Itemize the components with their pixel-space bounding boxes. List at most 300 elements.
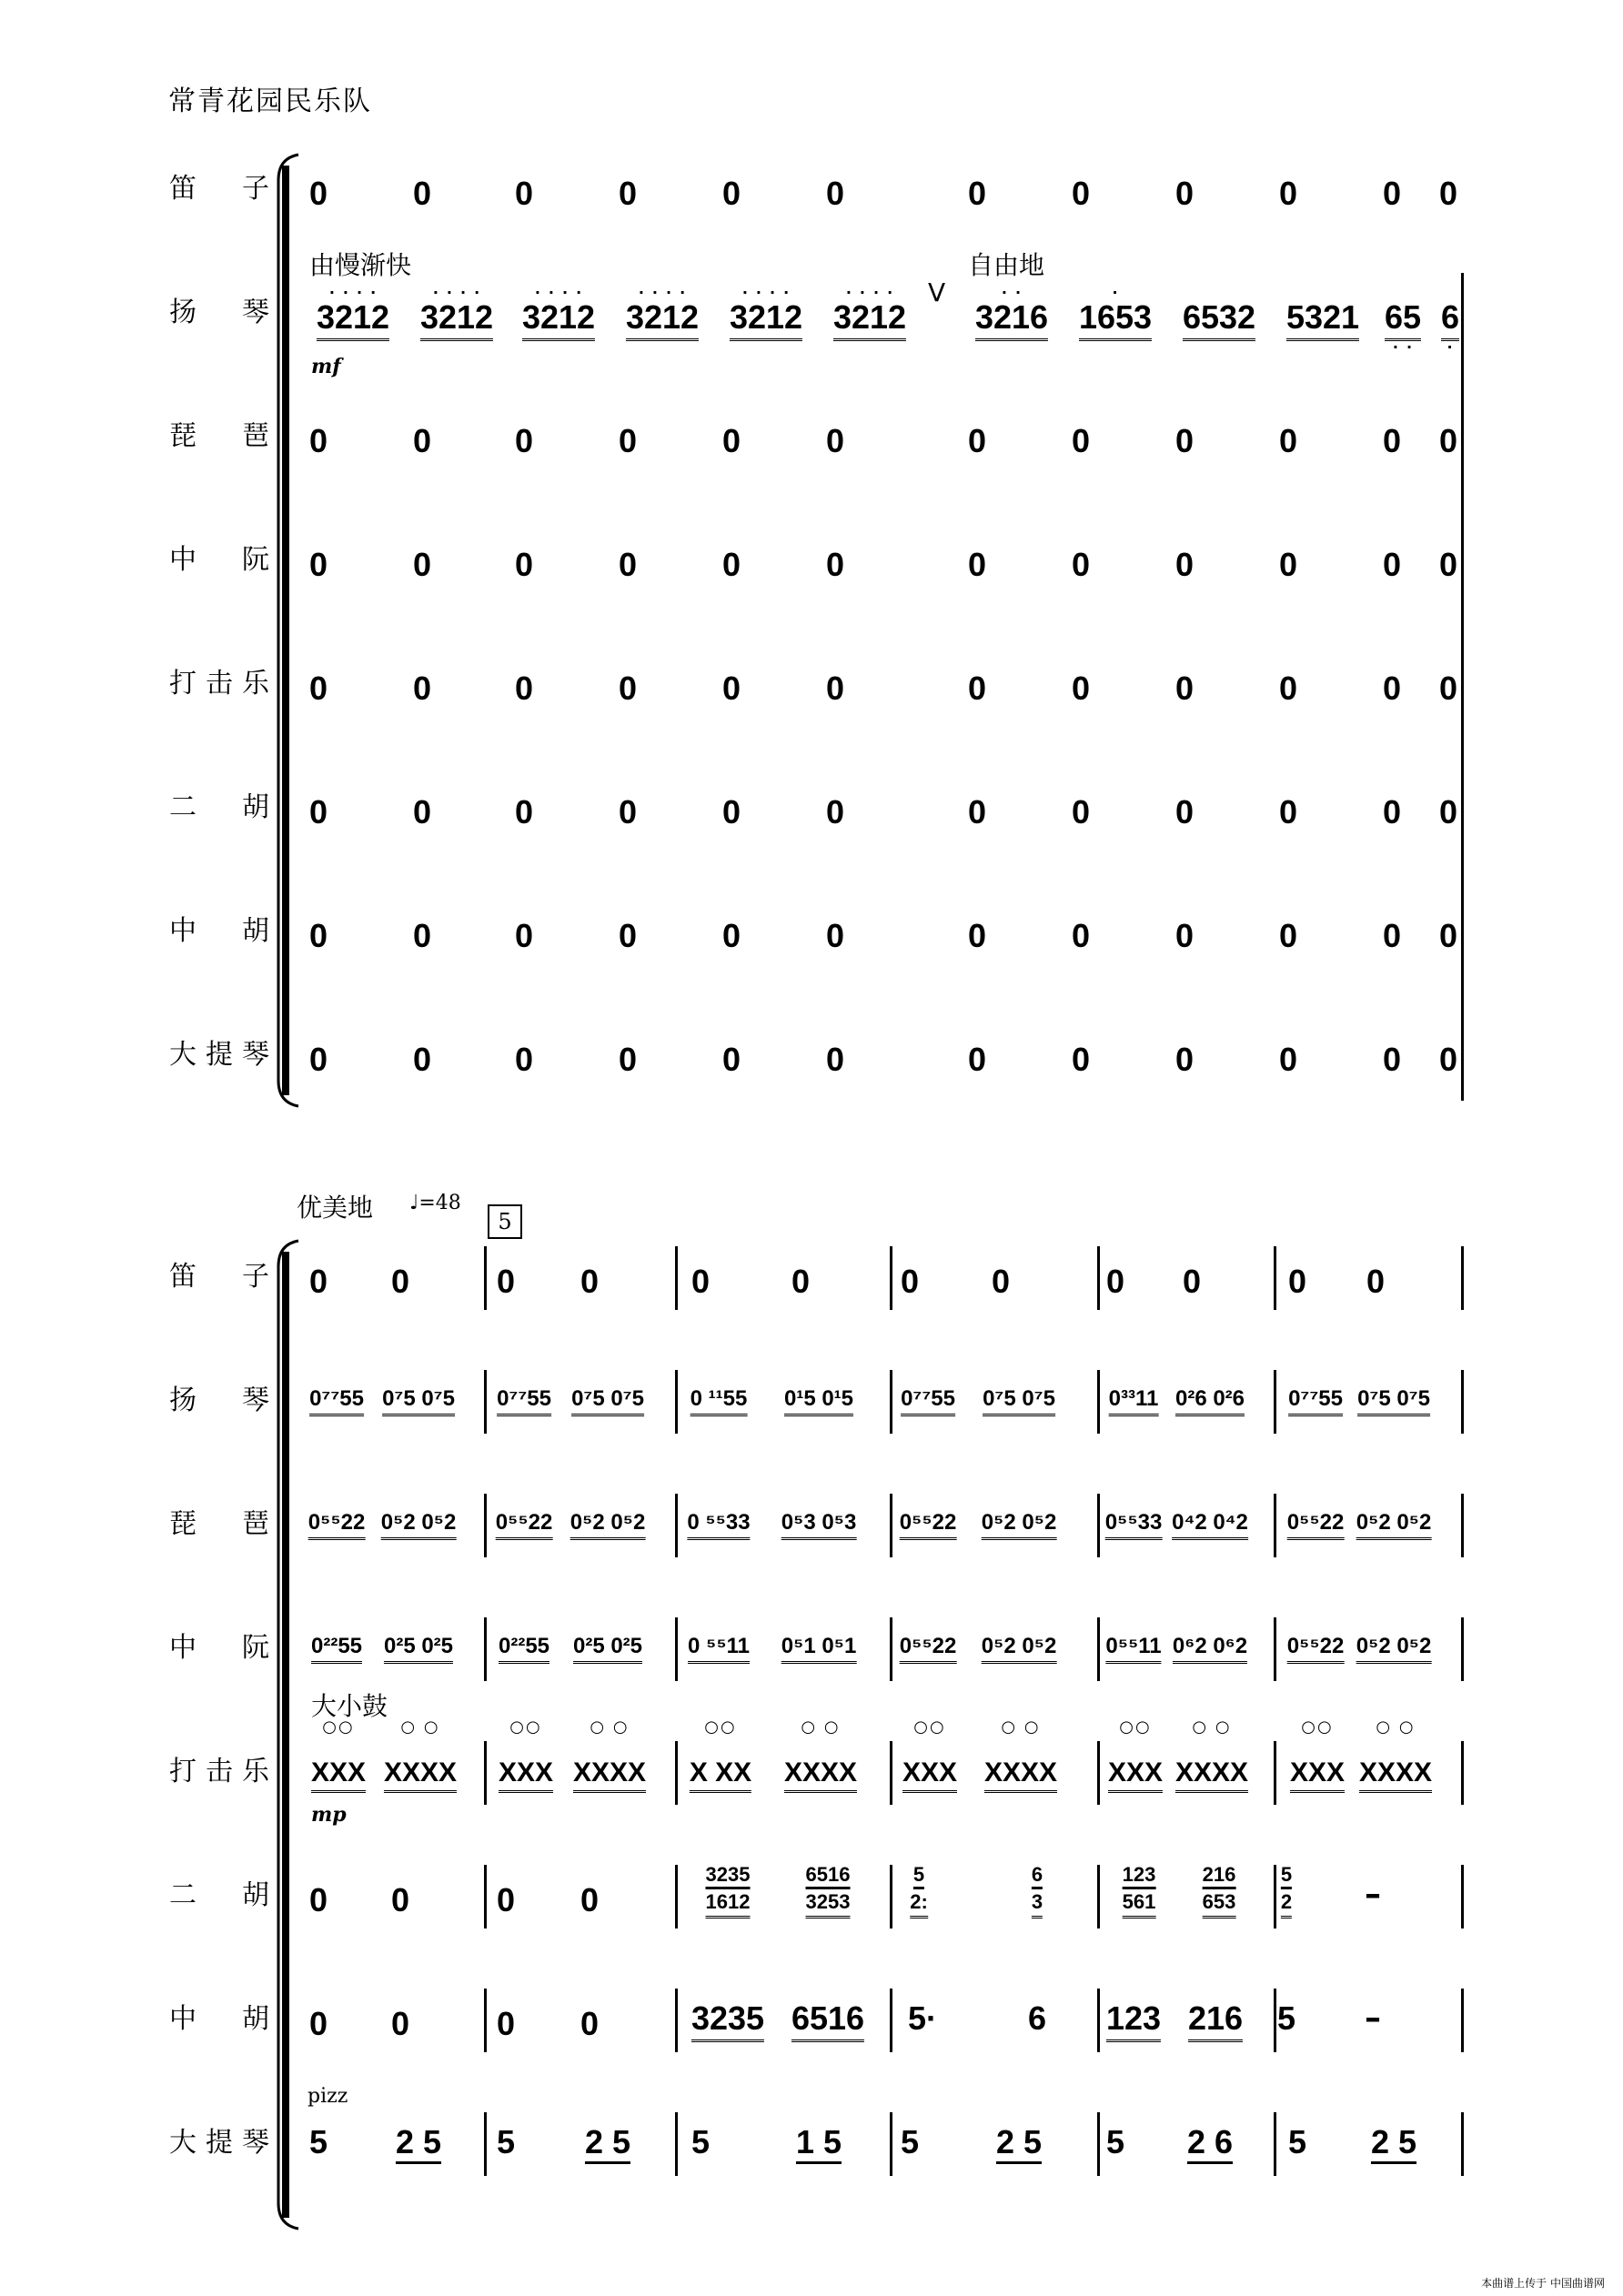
note: XXX xyxy=(1290,1757,1345,1793)
note: 0 xyxy=(1287,1263,1307,1300)
barline xyxy=(1097,1246,1100,1310)
note: 3212 xyxy=(522,298,595,341)
note: 2 5 xyxy=(585,2123,630,2164)
note: 0 xyxy=(1071,546,1091,583)
note: 0 xyxy=(412,546,432,583)
note: 5321 xyxy=(1286,298,1359,341)
octave-dots: ·· xyxy=(1392,338,1421,356)
stroke-circles: ○○ xyxy=(322,1717,355,1737)
note: 0 xyxy=(514,793,534,831)
note: 0⁵⁵22 xyxy=(900,1510,957,1540)
note: 0 xyxy=(412,917,432,954)
instrument-label: 大提琴 xyxy=(169,2127,269,2159)
barline xyxy=(675,2112,678,2176)
note: 3 xyxy=(1032,1890,1043,1918)
note: 0 xyxy=(967,917,987,954)
note: 0 xyxy=(580,1263,600,1300)
note: 0 xyxy=(1438,422,1458,459)
note: 0⁵1 0⁵1 xyxy=(781,1634,857,1664)
tempo-marking: 由慢渐快 xyxy=(309,250,412,280)
note: 0⁵⁵22 xyxy=(496,1510,553,1540)
note: 5 xyxy=(308,2123,328,2160)
note: 0 xyxy=(618,175,638,212)
barline xyxy=(484,1370,487,1434)
note: 0 xyxy=(1071,793,1091,831)
system-bracket xyxy=(271,153,307,1108)
note: 0 xyxy=(691,1263,711,1300)
note: 2 5 xyxy=(1371,2123,1416,2164)
barline xyxy=(1461,1617,1464,1681)
note: 0⁷⁷55 xyxy=(309,1386,364,1416)
barline xyxy=(675,1494,678,1557)
tempo-marking: 优美地 xyxy=(297,1193,374,1223)
note: 6532 xyxy=(1183,298,1255,341)
note: 0 xyxy=(1071,917,1091,954)
note: 0⁵⁵22 xyxy=(308,1510,366,1540)
note: 5 xyxy=(496,2123,516,2160)
note: 0 xyxy=(825,546,845,583)
percussion-label: 大小鼓 xyxy=(311,1691,388,1721)
note: 0 xyxy=(1278,175,1298,212)
barline xyxy=(1097,1989,1100,2052)
note: 0 xyxy=(308,793,328,831)
barline xyxy=(484,1246,487,1310)
note: 0 xyxy=(308,1041,328,1078)
note: 0 xyxy=(618,670,638,707)
note: 0⁵⁵22 xyxy=(1287,1510,1345,1540)
tempo-marking: 自由地 xyxy=(968,250,1045,280)
barline xyxy=(675,1989,678,2052)
note: 0 xyxy=(1278,422,1298,459)
note: 5 xyxy=(900,2123,920,2160)
note: 1 5 xyxy=(796,2123,842,2164)
metronome-marking: ♩=48 xyxy=(409,1192,461,1214)
note: 5 xyxy=(1287,2123,1307,2160)
note: 0⁵2 0⁵2 xyxy=(1356,1510,1432,1540)
note: XXXX xyxy=(1175,1757,1248,1793)
note: 2: xyxy=(910,1890,928,1918)
stroke-circles: ○○ xyxy=(509,1717,542,1737)
note: 0 xyxy=(1382,670,1402,707)
barline xyxy=(1461,1494,1464,1557)
note: 0 xyxy=(1174,546,1195,583)
note: 3212 xyxy=(626,298,699,341)
barline xyxy=(484,1741,487,1805)
note: 0²²55 xyxy=(499,1634,549,1664)
note: 6 xyxy=(1027,1999,1047,2037)
note: 0⁶2 0⁶2 xyxy=(1173,1634,1247,1664)
note: 0 xyxy=(825,1041,845,1078)
dynamic-marking: mp xyxy=(311,1803,347,1827)
instrument-label: 琵 琶 xyxy=(169,1508,269,1540)
note: 0⁵⁵22 xyxy=(900,1634,957,1664)
final-barline xyxy=(1461,273,1464,1101)
note: 0 xyxy=(618,1041,638,1078)
note: 0 xyxy=(308,1881,328,1918)
note: 0 ⁵⁵33 xyxy=(687,1510,750,1540)
barline xyxy=(1274,1494,1276,1557)
note: 0 xyxy=(618,422,638,459)
note: 3253 xyxy=(806,1890,851,1918)
note: 0 xyxy=(1174,670,1195,707)
note: 0⁵2 0⁵2 xyxy=(1356,1634,1432,1664)
note: 0 xyxy=(1174,1041,1195,1078)
barline xyxy=(890,1246,892,1310)
barline xyxy=(890,1865,892,1928)
note: 0 xyxy=(308,175,328,212)
barline xyxy=(1461,2112,1464,2176)
note: 0⁷⁷55 xyxy=(1288,1386,1343,1416)
note: 0 xyxy=(967,670,987,707)
note: 0²5 0²5 xyxy=(573,1634,642,1664)
note: 0⁷⁷55 xyxy=(497,1386,551,1416)
stroke-circles: ○ ○ xyxy=(1192,1717,1232,1737)
note: 0 xyxy=(1382,917,1402,954)
octave-dots: ···· xyxy=(845,284,902,301)
barline xyxy=(1097,1370,1100,1434)
note: 3212 xyxy=(833,298,906,341)
note: 6 xyxy=(1032,1863,1043,1889)
note: 0 xyxy=(390,1881,410,1918)
barline xyxy=(675,1246,678,1310)
note: 0 xyxy=(1382,175,1402,212)
note: 0 xyxy=(618,917,638,954)
barline xyxy=(890,1989,892,2052)
barline xyxy=(1274,1246,1276,1310)
barline xyxy=(675,1865,678,1928)
note: 0 xyxy=(618,546,638,583)
note: 5 xyxy=(691,2123,711,2160)
note: 0 xyxy=(1174,175,1195,212)
octave-dots: ···· xyxy=(432,284,489,301)
barline xyxy=(1097,1741,1100,1805)
instrument-label: 笛 子 xyxy=(169,1261,269,1293)
note: 0⁷5 0⁷5 xyxy=(1357,1386,1430,1416)
note: 3212 xyxy=(317,298,389,341)
note: 0⁷5 0⁷5 xyxy=(382,1386,455,1416)
note: 5 xyxy=(1281,1863,1292,1889)
note: 0 xyxy=(721,422,741,459)
stroke-circles: ○○ xyxy=(1301,1717,1334,1737)
note: 0 ¹¹55 xyxy=(691,1386,748,1416)
instrument-label: 打击乐 xyxy=(169,668,269,700)
octave-dots: · xyxy=(1447,338,1461,356)
note: 0 xyxy=(721,670,741,707)
instrument-label: 笛 子 xyxy=(169,173,269,205)
note: 0 xyxy=(721,546,741,583)
barline xyxy=(890,1494,892,1557)
note: 0²6 0²6 xyxy=(1175,1386,1245,1416)
note: 0 xyxy=(1438,546,1458,583)
note: 0 xyxy=(496,1881,516,1918)
note: 0 xyxy=(791,1263,811,1300)
stroke-circles: ○ ○ xyxy=(801,1717,841,1737)
note: 0⁵⁵11 xyxy=(1105,1634,1161,1664)
barline xyxy=(675,1617,678,1681)
barline xyxy=(890,2112,892,2176)
note: 0⁵⁵33 xyxy=(1105,1510,1163,1540)
note: 6516 xyxy=(806,1863,851,1889)
note: 0 ⁵⁵11 xyxy=(688,1634,750,1664)
note: 0 xyxy=(514,546,534,583)
note: 0²5 0²5 xyxy=(384,1634,453,1664)
barline xyxy=(1461,1741,1464,1805)
note: 0 xyxy=(721,917,741,954)
octave-dots: ·· xyxy=(1001,284,1030,301)
barline xyxy=(890,1370,892,1434)
barline xyxy=(890,1617,892,1681)
note: 0 xyxy=(308,2005,328,2042)
instrument-label: 二 胡 xyxy=(169,1879,269,1911)
rehearsal-mark: 5 xyxy=(488,1204,522,1239)
barline xyxy=(1097,1617,1100,1681)
note: 0 xyxy=(308,917,328,954)
breath-mark: V xyxy=(928,277,946,307)
barline xyxy=(1097,1494,1100,1557)
instrument-label: 扬 琴 xyxy=(169,297,269,328)
octave-dots: · xyxy=(1112,284,1126,301)
note: 0⁵2 0⁵2 xyxy=(982,1634,1057,1664)
note: 0 xyxy=(721,175,741,212)
note: 0⁷⁷55 xyxy=(901,1386,955,1416)
note: 0 xyxy=(412,175,432,212)
note: 216 xyxy=(1203,1863,1236,1889)
note: 3212 xyxy=(730,298,802,341)
instrument-label: 中 胡 xyxy=(169,2003,269,2035)
instrument-label: 打击乐 xyxy=(169,1756,269,1787)
note: 2 5 xyxy=(996,2123,1042,2164)
barline xyxy=(484,1865,487,1928)
stroke-circles: ○○ xyxy=(913,1717,946,1737)
barline xyxy=(1097,1865,1100,1928)
note: 0 xyxy=(1438,1041,1458,1078)
note: 653 xyxy=(1203,1890,1236,1918)
note: 0⁵⁵22 xyxy=(1287,1634,1345,1664)
note: 3235 xyxy=(691,1999,764,2042)
note: 0⁵3 0⁵3 xyxy=(781,1510,857,1540)
stroke-circles: ○ ○ xyxy=(1001,1717,1041,1737)
note: 0 xyxy=(1071,1041,1091,1078)
note: 0 xyxy=(1278,670,1298,707)
octave-dots: ···· xyxy=(741,284,798,301)
stroke-circles: ○ ○ xyxy=(400,1717,440,1737)
note: 0 xyxy=(514,917,534,954)
note: 0 xyxy=(514,175,534,212)
note: 0⁵2 0⁵2 xyxy=(381,1510,457,1540)
note: 0 xyxy=(991,1263,1011,1300)
instrument-label: 中 阮 xyxy=(169,544,269,576)
note: X XX xyxy=(690,1757,751,1793)
note: 123 xyxy=(1123,1863,1156,1889)
instrument-label: 中 阮 xyxy=(169,1632,269,1664)
barline xyxy=(1461,1865,1464,1928)
note: 216 xyxy=(1188,1999,1243,2042)
note: 0 xyxy=(412,422,432,459)
note: 3212 xyxy=(420,298,493,341)
note: XXX xyxy=(1108,1757,1163,1793)
barline xyxy=(484,2112,487,2176)
note: 0 xyxy=(308,546,328,583)
note: 0 xyxy=(1071,175,1091,212)
octave-dots: ···· xyxy=(638,284,694,301)
barline xyxy=(1274,1741,1276,1805)
note: 0 xyxy=(825,793,845,831)
instrument-label: 中 胡 xyxy=(169,915,269,947)
instrument-label: 二 胡 xyxy=(169,791,269,823)
barline xyxy=(1274,1370,1276,1434)
note: 0 xyxy=(1278,1041,1298,1078)
system-bracket xyxy=(271,1239,307,2231)
note: 0 xyxy=(412,670,432,707)
note: 0 xyxy=(618,793,638,831)
barline xyxy=(1097,2112,1100,2176)
note: 0 xyxy=(1382,1041,1402,1078)
barline xyxy=(675,1741,678,1805)
stroke-circles: ○○ xyxy=(704,1717,737,1737)
note: 0⁷5 0⁷5 xyxy=(983,1386,1055,1416)
note: 0 xyxy=(967,793,987,831)
note: 0 xyxy=(390,1263,410,1300)
note: 0 xyxy=(1174,917,1195,954)
note: XXXX xyxy=(1359,1757,1432,1793)
note: 1612 xyxy=(706,1890,751,1918)
note: XXXX xyxy=(784,1757,857,1793)
barline xyxy=(1274,2112,1276,2176)
note: 0 xyxy=(1278,793,1298,831)
note: 0 xyxy=(967,1041,987,1078)
barline xyxy=(675,1370,678,1434)
note: 0 xyxy=(308,1263,328,1300)
note: 0 xyxy=(1438,917,1458,954)
note: 0 xyxy=(580,2005,600,2042)
note: 0 xyxy=(496,1263,516,1300)
note: 0 xyxy=(1278,917,1298,954)
note: 3216 xyxy=(975,298,1048,341)
note: 0 xyxy=(496,2005,516,2042)
page-title: 常青花园民乐队 xyxy=(168,86,372,117)
sustain-dash: – xyxy=(1365,1876,1381,1913)
note: 0 xyxy=(825,422,845,459)
barline xyxy=(1461,1989,1464,2052)
note: 0 xyxy=(412,793,432,831)
note: 123 xyxy=(1106,1999,1161,2042)
footer-credit: 本曲谱上传于 中国曲谱网 xyxy=(1481,2277,1605,2290)
note: 2 5 xyxy=(396,2123,441,2164)
barline xyxy=(1274,1865,1276,1928)
stroke-circles: ○ ○ xyxy=(1376,1717,1416,1737)
sustain-dash: – xyxy=(1365,1999,1381,2037)
note: 561 xyxy=(1123,1890,1156,1918)
note: 6516 xyxy=(791,1999,864,2042)
note: 0³³11 xyxy=(1109,1386,1159,1416)
note: XXXX xyxy=(384,1757,457,1793)
dynamic-marking: mf xyxy=(311,355,341,378)
barline xyxy=(484,1989,487,2052)
note: 1653 xyxy=(1079,298,1152,341)
note: 2 xyxy=(1281,1890,1292,1918)
note: 0 xyxy=(825,670,845,707)
barline xyxy=(484,1494,487,1557)
note: 0¹5 0¹5 xyxy=(784,1386,853,1416)
note: 0 xyxy=(1438,793,1458,831)
note: 0 xyxy=(1174,793,1195,831)
barline xyxy=(484,1617,487,1681)
note: 0 xyxy=(514,1041,534,1078)
note: 0 xyxy=(1174,422,1195,459)
note: 0 xyxy=(1438,670,1458,707)
note: 0 xyxy=(825,175,845,212)
note: 0 xyxy=(580,1881,600,1918)
stroke-circles: ○ ○ xyxy=(590,1717,630,1737)
articulation-marking: pizz xyxy=(307,2085,348,2108)
note: 0 xyxy=(967,422,987,459)
note: 0⁷5 0⁷5 xyxy=(571,1386,644,1416)
note: 0 xyxy=(390,2005,410,2042)
note: 0 xyxy=(308,670,328,707)
instrument-label: 扬 琴 xyxy=(169,1385,269,1416)
note: XXX xyxy=(311,1757,366,1793)
note: 0 xyxy=(514,422,534,459)
note: 0 xyxy=(1182,1263,1202,1300)
note: 0 xyxy=(967,175,987,212)
note: 3235 xyxy=(706,1863,751,1889)
barline xyxy=(890,1741,892,1805)
note: 0 xyxy=(1438,175,1458,212)
note: 0 xyxy=(1278,546,1298,583)
note: 0 xyxy=(1382,546,1402,583)
stroke-circles: ○○ xyxy=(1119,1717,1152,1737)
note: 5· xyxy=(907,1999,938,2037)
octave-dots: ···· xyxy=(534,284,590,301)
barline xyxy=(1461,1246,1464,1310)
note: XXX xyxy=(499,1757,553,1793)
note: 5 xyxy=(1276,1999,1296,2037)
barline xyxy=(1274,1617,1276,1681)
note: 0 xyxy=(308,422,328,459)
barline xyxy=(1274,1989,1276,2052)
note: 0⁵2 0⁵2 xyxy=(982,1510,1057,1540)
note: 0 xyxy=(1071,422,1091,459)
note: 0 xyxy=(721,793,741,831)
note: 0 xyxy=(825,917,845,954)
note: 5 xyxy=(913,1863,924,1889)
note: 2 6 xyxy=(1187,2123,1233,2164)
note: 0⁵2 0⁵2 xyxy=(570,1510,646,1540)
octave-dots: ···· xyxy=(328,284,385,301)
note: XXXX xyxy=(984,1757,1057,1793)
barline xyxy=(1461,1370,1464,1434)
note: 0 xyxy=(900,1263,920,1300)
note: 0⁴2 0⁴2 xyxy=(1172,1510,1248,1540)
note: 6 xyxy=(1441,298,1459,341)
note: 0 xyxy=(514,670,534,707)
note: 0 xyxy=(1382,793,1402,831)
note: 0 xyxy=(1105,1263,1125,1300)
note: 65 xyxy=(1385,298,1421,341)
note: 0 xyxy=(1071,670,1091,707)
note: 0²²55 xyxy=(311,1634,362,1664)
note: 5 xyxy=(1105,2123,1125,2160)
note: 0 xyxy=(721,1041,741,1078)
note: XXXX xyxy=(573,1757,646,1793)
instrument-label: 大提琴 xyxy=(169,1039,269,1071)
note: 0 xyxy=(1382,422,1402,459)
note: 0 xyxy=(412,1041,432,1078)
note: XXX xyxy=(902,1757,957,1793)
note: 0 xyxy=(1366,1263,1386,1300)
note: 0 xyxy=(967,546,987,583)
instrument-label: 琵 琶 xyxy=(169,420,269,452)
